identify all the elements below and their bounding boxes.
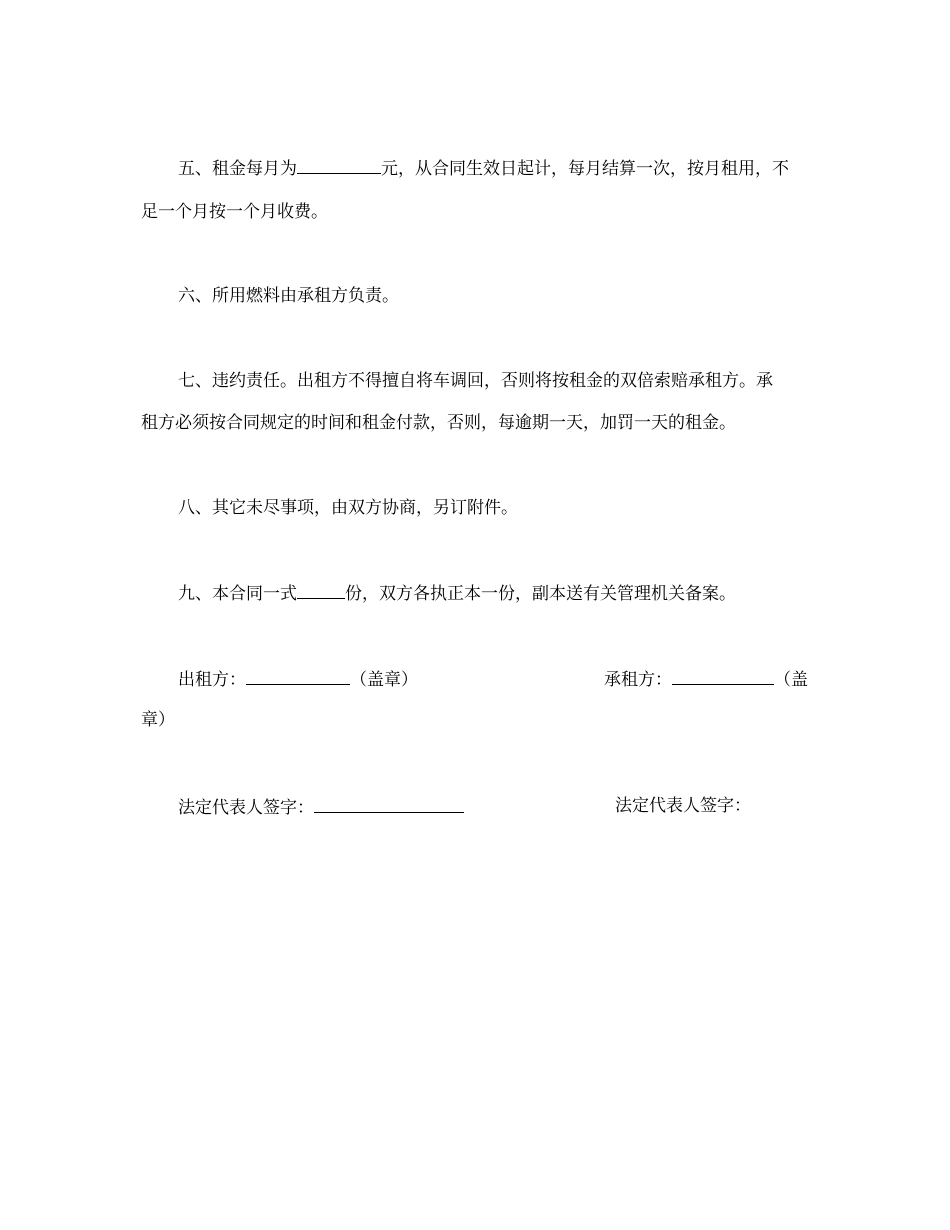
rep-right-label: 法定代表人签字： [615, 796, 751, 816]
rep-left-label: 法定代表人签字： [178, 798, 314, 818]
clause-7-line-1: 七、违约责任。出租方不得擅自将车调回，否则将按租金的双倍索赔承租方。承 [178, 371, 773, 391]
clause-7-line-2: 租方必须按合同规定的时间和租金付款，否则，每逾期一天，加罚一天的租金。 [141, 413, 736, 433]
lessee-seal-a: （盖 [774, 670, 808, 690]
lessor-line [178, 666, 418, 692]
copies-count-blank [297, 580, 345, 599]
lessee-line [604, 666, 808, 692]
lessee-label: 承租方： [604, 670, 672, 690]
clause-9-line-1 [178, 580, 736, 606]
clause-9-text-a: 九、本合同一式 [178, 584, 297, 604]
clause-6-line-1: 六、所用燃料由承租方负责。 [178, 286, 399, 306]
clause-8-line-1: 八、其它未尽事项，由双方协商，另订附件。 [178, 498, 518, 518]
clause-5-line-2: 足一个月按一个月收费。 [141, 202, 328, 222]
lessee-seal-continued: 章） [141, 710, 175, 730]
rent-amount-blank [297, 155, 381, 174]
rep-left-blank [314, 794, 464, 813]
clause-5-text-b: 元，从合同生效日起计，每月结算一次，按月租用，不 [381, 159, 789, 179]
clause-5-line-1 [178, 155, 789, 181]
lessor-blank [246, 666, 350, 685]
lessor-seal: （盖章） [350, 670, 418, 690]
rep-left-line [178, 794, 464, 820]
lessee-blank [672, 666, 774, 685]
clause-5-text-a: 五、租金每月为 [178, 159, 297, 179]
clause-9-text-b: 份，双方各执正本一份，副本送有关管理机关备案。 [345, 584, 736, 604]
lessor-label: 出租方： [178, 670, 246, 690]
